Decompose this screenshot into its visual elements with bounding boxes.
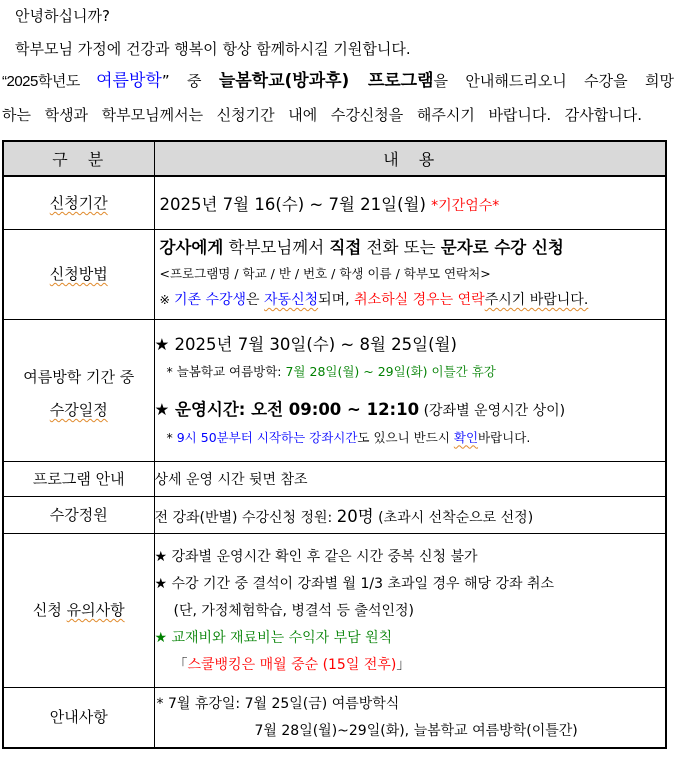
table-row-precautions <box>3 533 666 687</box>
row-content <box>154 496 666 533</box>
content-line <box>155 690 666 717</box>
greeting-text: 안녕하십니까? <box>15 7 110 25</box>
content-line <box>155 597 666 624</box>
table-row-program-guide <box>3 461 666 496</box>
text-segment: “2025학년도 <box>2 73 97 90</box>
intro-paragraph-line-1 <box>2 71 674 92</box>
text-segment: 신청 <box>32 601 67 619</box>
table-row-capacity <box>3 496 666 533</box>
text-segment: 9시 50분부터 시작하는 강좌시간 <box>176 429 358 445</box>
content-line <box>155 396 666 425</box>
row-label <box>3 319 154 461</box>
table-row-application-period <box>3 176 666 229</box>
text-segment: 도 있으니 반드시 <box>357 429 454 445</box>
content-line <box>155 503 666 527</box>
text-segment: 자동신청 <box>264 292 319 308</box>
text-segment: 취소하실 경우는 연락 <box>354 292 485 308</box>
table-row-schedule <box>3 319 666 461</box>
text-segment: ★ 교재비와 재료비는 수익자 부담 원칙 <box>154 629 393 646</box>
row-label <box>3 496 154 533</box>
content-line <box>155 425 666 450</box>
header-category: 구 분 <box>3 141 154 176</box>
content-line <box>155 543 666 570</box>
text-segment: 스쿨뱅킹은 매월 중순 (15일 전후) <box>187 656 397 673</box>
text-segment: ” 중 <box>161 72 219 90</box>
text-segment: 확인 <box>453 429 479 445</box>
text-segment: 전화 또는 <box>361 238 441 257</box>
table-row-application-method <box>3 229 666 319</box>
content-line <box>155 191 666 215</box>
text-segment: 수강정원 <box>49 505 108 524</box>
text-segment: *기간엄수* <box>431 197 500 214</box>
content-line <box>155 624 666 651</box>
text-segment: * 7월 휴강일: 7월 25일(금) 여름방학식 <box>156 696 400 713</box>
row-label <box>3 461 154 496</box>
text-segment: 안내사항 <box>49 708 108 727</box>
content-line <box>155 469 666 489</box>
text-segment: 을 안내해드리오니 수강을 희망 <box>433 72 674 90</box>
text-segment: 강사에게 <box>159 238 224 257</box>
row-label <box>3 687 154 748</box>
text-segment: 직접 <box>329 238 362 257</box>
label-line <box>4 397 154 423</box>
text-segment: 20명 <box>336 506 374 526</box>
text-segment: <프로그램명 / 학교 / 반 / 번호 / 학생 이름 / 학부모 연락처> <box>159 266 491 281</box>
label-line <box>4 357 154 397</box>
text-segment: 늘봄학교(방과후) 프로그램 <box>218 71 434 91</box>
text-segment: 7월 28일(월)~29일(화), 늘봄학교 여름방학(이틀간) <box>254 723 578 740</box>
text-segment: 은 <box>246 292 265 308</box>
program-info-table <box>2 140 667 749</box>
row-content <box>154 533 666 687</box>
text-segment: 상세 운영 시간 뒷면 참조 <box>154 471 308 488</box>
text-segment: 학부모님께서 <box>223 238 330 257</box>
table-row-notice <box>3 687 666 748</box>
text-segment: 2025년 7월 16(수) ~ 7월 21일(월) <box>159 194 432 214</box>
text-segment: (강좌별 운영시간 상이) <box>419 402 566 419</box>
text-segment: 유의사항 <box>66 601 125 619</box>
content-line <box>155 286 666 313</box>
content-line <box>155 261 666 286</box>
text-segment: 여름방학 기간 중 <box>23 368 135 386</box>
row-content <box>154 319 666 461</box>
text-segment: 신청기간 <box>49 193 108 212</box>
text-segment: ★ 수강 기간 중 결석이 강좌별 월 1/3 초과일 경우 해당 강좌 취소 <box>154 575 555 592</box>
text-segment: 여름방학 <box>96 71 162 91</box>
wish-text: 학부모님 가정에 건강과 행복이 항상 함께하시길 기원합니다. <box>15 40 411 58</box>
row-label <box>3 176 154 229</box>
content-line <box>155 651 666 678</box>
text-segment: 되며, <box>318 292 355 308</box>
text-segment: 전 강좌(반별) 수강신청 정원: <box>154 509 337 526</box>
text-segment: * 늘봄학교 여름방학: <box>166 363 286 379</box>
row-content <box>154 176 666 229</box>
intro-paragraph-line-2: 하는 학생과 학부모님께서는 신청기간 내에 수강신청을 해주시기 바랍니다. 감사합니다. <box>2 106 642 124</box>
text-segment: 바랍니다. <box>478 429 531 445</box>
header-content: 내 용 <box>154 141 666 176</box>
table-header-row <box>3 141 666 176</box>
content-line <box>155 570 666 597</box>
text-segment: 」 <box>396 656 411 673</box>
content-line <box>155 717 666 744</box>
text-segment: * <box>166 429 177 445</box>
text-segment: 프로그램 안내 <box>32 469 125 488</box>
text-segment: 기존 수강생 <box>173 292 247 308</box>
text-segment: 문자로 수강 신청 <box>440 238 564 257</box>
content-line <box>155 331 666 359</box>
text-segment: 신청방법 <box>49 265 108 283</box>
row-content <box>154 687 666 748</box>
row-label <box>3 229 154 319</box>
text-segment: (단, 가정체험학습, 병결석 등 출석인정) <box>173 602 414 619</box>
text-segment: ★ 강좌별 운영시간 확인 후 같은 시간 중복 신청 불가 <box>154 548 478 565</box>
text-segment: (초과시 선착순으로 선정) <box>373 509 534 526</box>
text-segment: ※ <box>159 292 174 307</box>
row-label <box>3 533 154 687</box>
text-segment: 「 <box>173 656 188 673</box>
text-segment: 7월 28일(월) ~ 29일(화) 이틀간 휴강 <box>285 363 496 379</box>
text-segment: ★ 운영시간: 오전 09:00 ~ 12:10 <box>154 399 420 419</box>
text-segment: ★ 2025년 7월 30일(수) ~ 8월 25일(월) <box>154 334 457 354</box>
row-content <box>154 461 666 496</box>
text-segment: 수강일정 <box>49 401 108 419</box>
text-segment: 주시기 바랍니다. <box>484 292 589 308</box>
content-line <box>155 235 666 261</box>
row-content <box>154 229 666 319</box>
content-line <box>155 359 666 384</box>
